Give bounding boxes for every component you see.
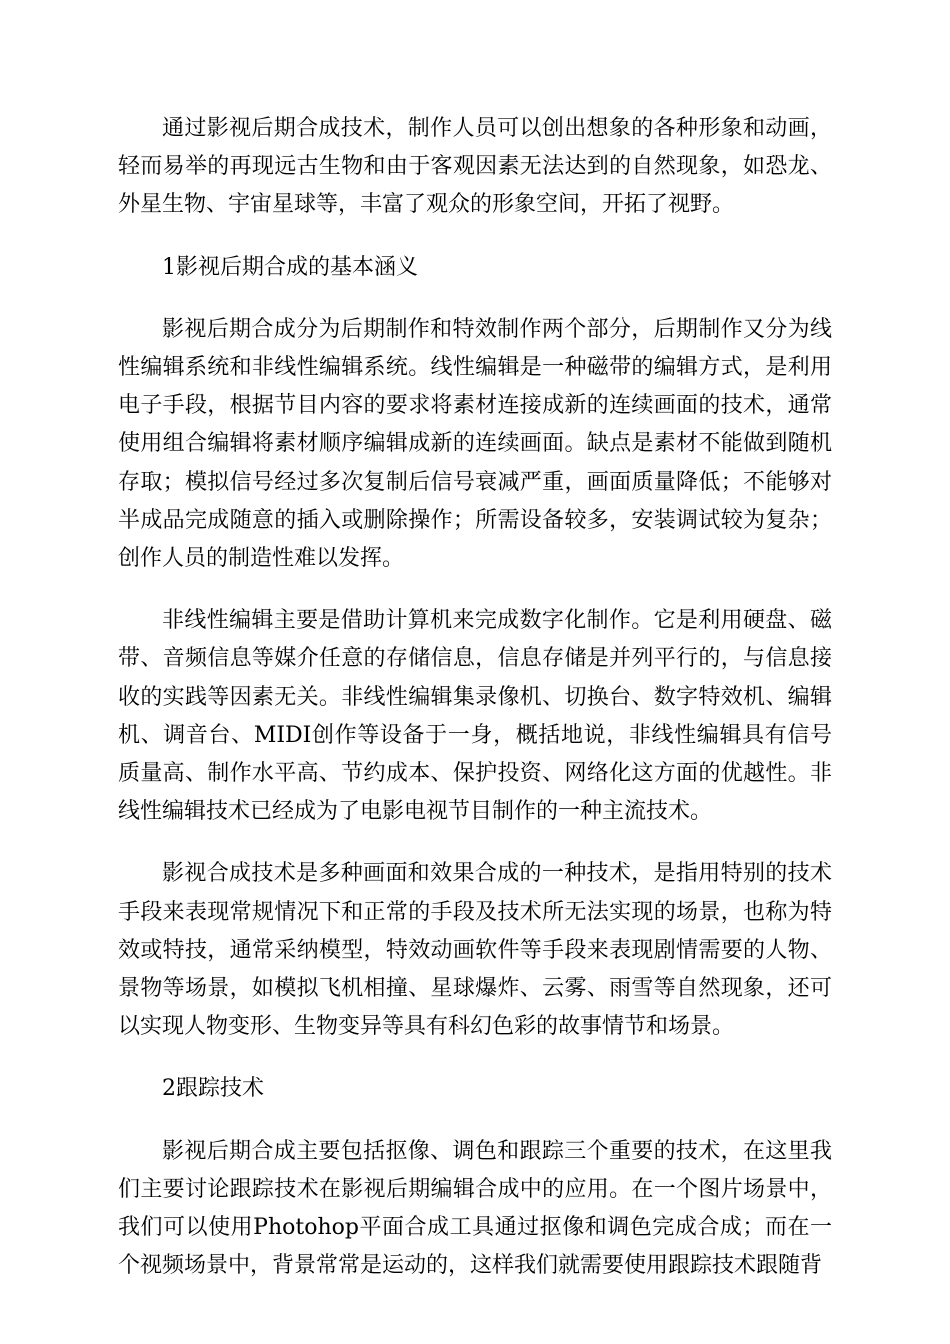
compositing-technique-paragraph: 影视合成技术是多种画面和效果合成的一种技术，是指用特别的技术手段来表现常规情况下和正常的手段及技术所无法实现的场景，也称为特效或特技，通常采纳模型，特效动画软件等手段来表现剧情需要的人物、景物等场景，如模拟飞机相撞、星球爆炸、云雾、雨雪等自然现象，还可以实现人物变形、生物变异等具有科幻色彩的故事情节和场景。 [118, 861, 832, 1040]
document-body [118, 110, 832, 1309]
tracking-paragraph: 影视后期合成主要包括抠像、调色和跟踪三个重要的技术，在这里我们主要讨论跟踪技术在影视后期编辑合成中的应用。在一个图片场景中，我们可以使用Photohop平面合成工具通过抠像和调色完成合成；而在一个视频场景中，背景常常是运动的，这样我们就需要使用跟踪技术跟随背 [118, 1138, 832, 1279]
section-heading-basic-meaning: 1影视后期合成的基本涵义 [162, 254, 418, 280]
linear-editing-paragraph: 影视后期合成分为后期制作和特效制作两个部分，后期制作又分为线性编辑系统和非线性编辑系统。线性编辑是一种磁带的编辑方式，是利用电子手段，根据节目内容的要求将素材连接成新的连续画面的技术，通常使用组合编辑将素材顺序编辑成新的连续画面。缺点是素材不能做到随机存取；模拟信号经过多次复制后信号衰减严重，画面质量降低；不能够对半成品完成随意的插入或删除操作；所需设备较多，安装调试较为复杂；创作人员的制造性难以发挥。 [118, 316, 832, 572]
intro-paragraph: 通过影视后期合成技术，制作人员可以创出想象的各种形象和动画，轻而易举的再现远古生物和由于客观因素无法达到的自然现象，如恐龙、外星生物、宇宙星球等，丰富了观众的形象空间，开拓了视野。 [118, 116, 832, 218]
section-heading-tracking: 2跟踪技术 [162, 1076, 264, 1102]
nonlinear-editing-paragraph: 非线性编辑主要是借助计算机来完成数字化制作。它是利用硬盘、磁带、音频信息等媒介任意的存储信息，信息存储是并列平行的，与信息接收的实践等因素无关。非线性编辑集录像机、切换台、数字特效机、编辑机、调音台、MIDI创作等设备于一身，概括地说，非线性编辑具有信号质量高、制作水平高、节约成本、保护投资、网络化这方面的优越性。非线性编辑技术已经成为了电影电视节目制作的一种主流技术。 [118, 608, 832, 825]
